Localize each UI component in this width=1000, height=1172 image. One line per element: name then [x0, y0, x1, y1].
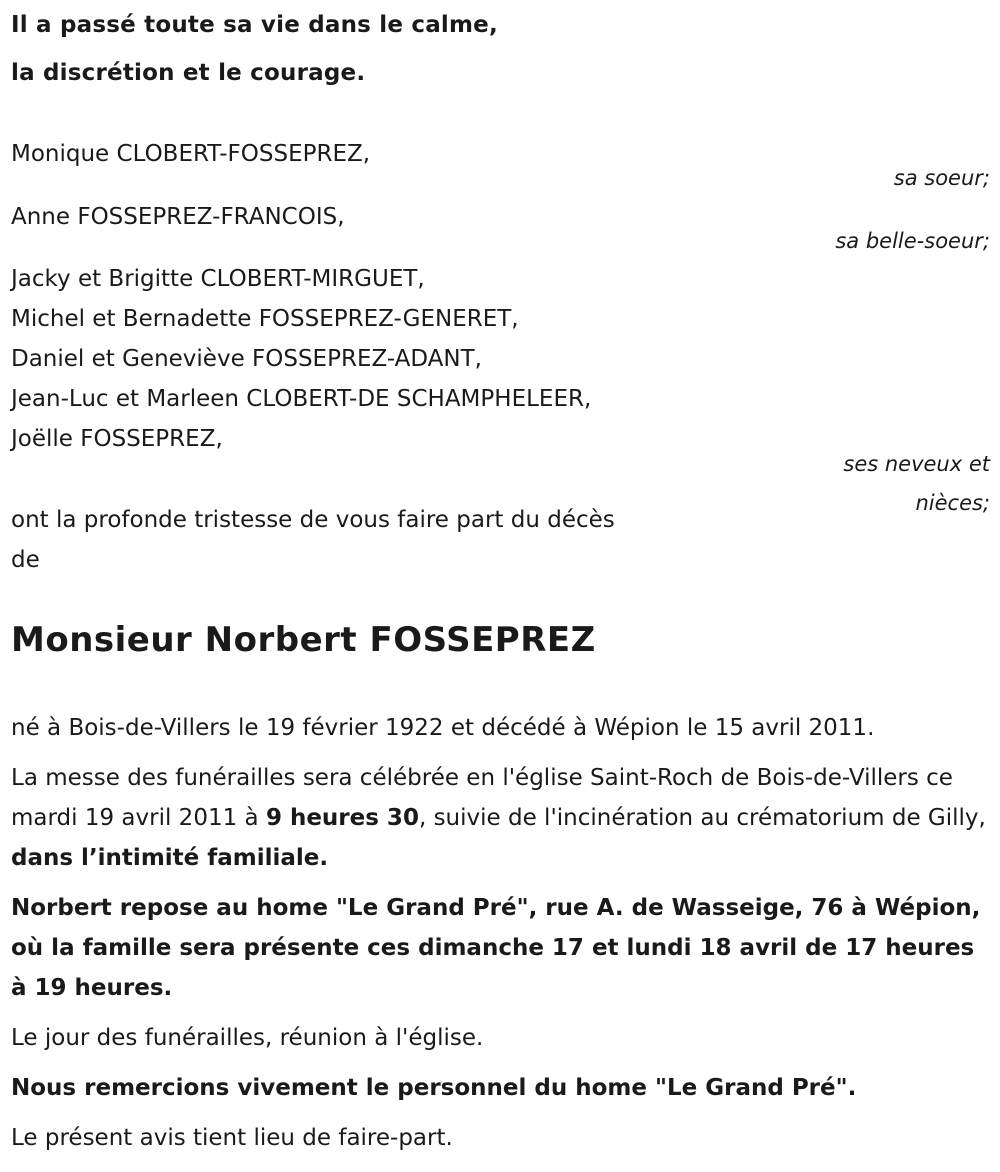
birth-death-text: né à Bois-de-Villers le 19 février 1922 et décédé à Wépion le 15 avril 2011. [11, 715, 875, 741]
mass-text-part-1: La messe des funérailles sera célébrée en l'église Saint-Roch de Bois-de-Villers ce mardi 19 avril 2011 à [11, 765, 953, 831]
mass-text-part-2: , suivie de l'incinération au crématorium de Gilly, [418, 805, 986, 831]
family-sister-in-law-role: sa belle-soeur; [835, 229, 990, 253]
family-nephew: Jacky et Brigitte CLOBERT-MIRGUET, [11, 266, 425, 292]
announcement-line-1: ont la profonde tristesse de vous faire part du décès [11, 507, 615, 533]
family-sister: Monique CLOBERT-FOSSEPREZ, [11, 141, 371, 167]
visitation-text: Norbert repose au home "Le Grand Pré", rue A. de Wasseige, 76 à Wépion, où la famille sera présente ces dimanche 17 et lundi 18 avril de 17 heures à 19 heures. [11, 895, 981, 1001]
family-sister-in-law: Anne FOSSEPREZ-FRANCOIS, [11, 204, 345, 230]
meeting-text: Le jour des funérailles, réunion à l'église. [11, 1025, 484, 1051]
family-nephew: Michel et Bernadette FOSSEPREZ-GENERET, [11, 306, 519, 332]
deceased-name: Monsieur Norbert FOSSEPREZ [11, 620, 596, 660]
family-nephew: Jean-Luc et Marleen CLOBERT-DE SCHAMPHELEER, [11, 386, 592, 412]
mass-private: dans l’intimité familiale. [11, 845, 329, 871]
family-sister-role: sa soeur; [893, 166, 990, 190]
family-nephew: Joëlle FOSSEPREZ, [11, 426, 223, 452]
thanks-text: Nous remercions vivement le personnel du home "Le Grand Pré". [11, 1075, 857, 1101]
quote-line-1: Il a passé toute sa vie dans le calme, [11, 12, 498, 38]
announcement-line-2: de [11, 547, 40, 573]
funeral-mass-text [11, 758, 986, 878]
notice-text: Le présent avis tient lieu de faire-part. [11, 1125, 453, 1151]
family-nephew: Daniel et Geneviève FOSSEPREZ-ADANT, [11, 346, 482, 372]
quote-line-2: la discrétion et le courage. [11, 60, 366, 86]
family-nephews-role-line-1: ses neveux et [843, 452, 990, 476]
family-nephews-role-line-2: nièces; [915, 491, 990, 515]
mass-time: 9 heures 30 [265, 805, 419, 831]
